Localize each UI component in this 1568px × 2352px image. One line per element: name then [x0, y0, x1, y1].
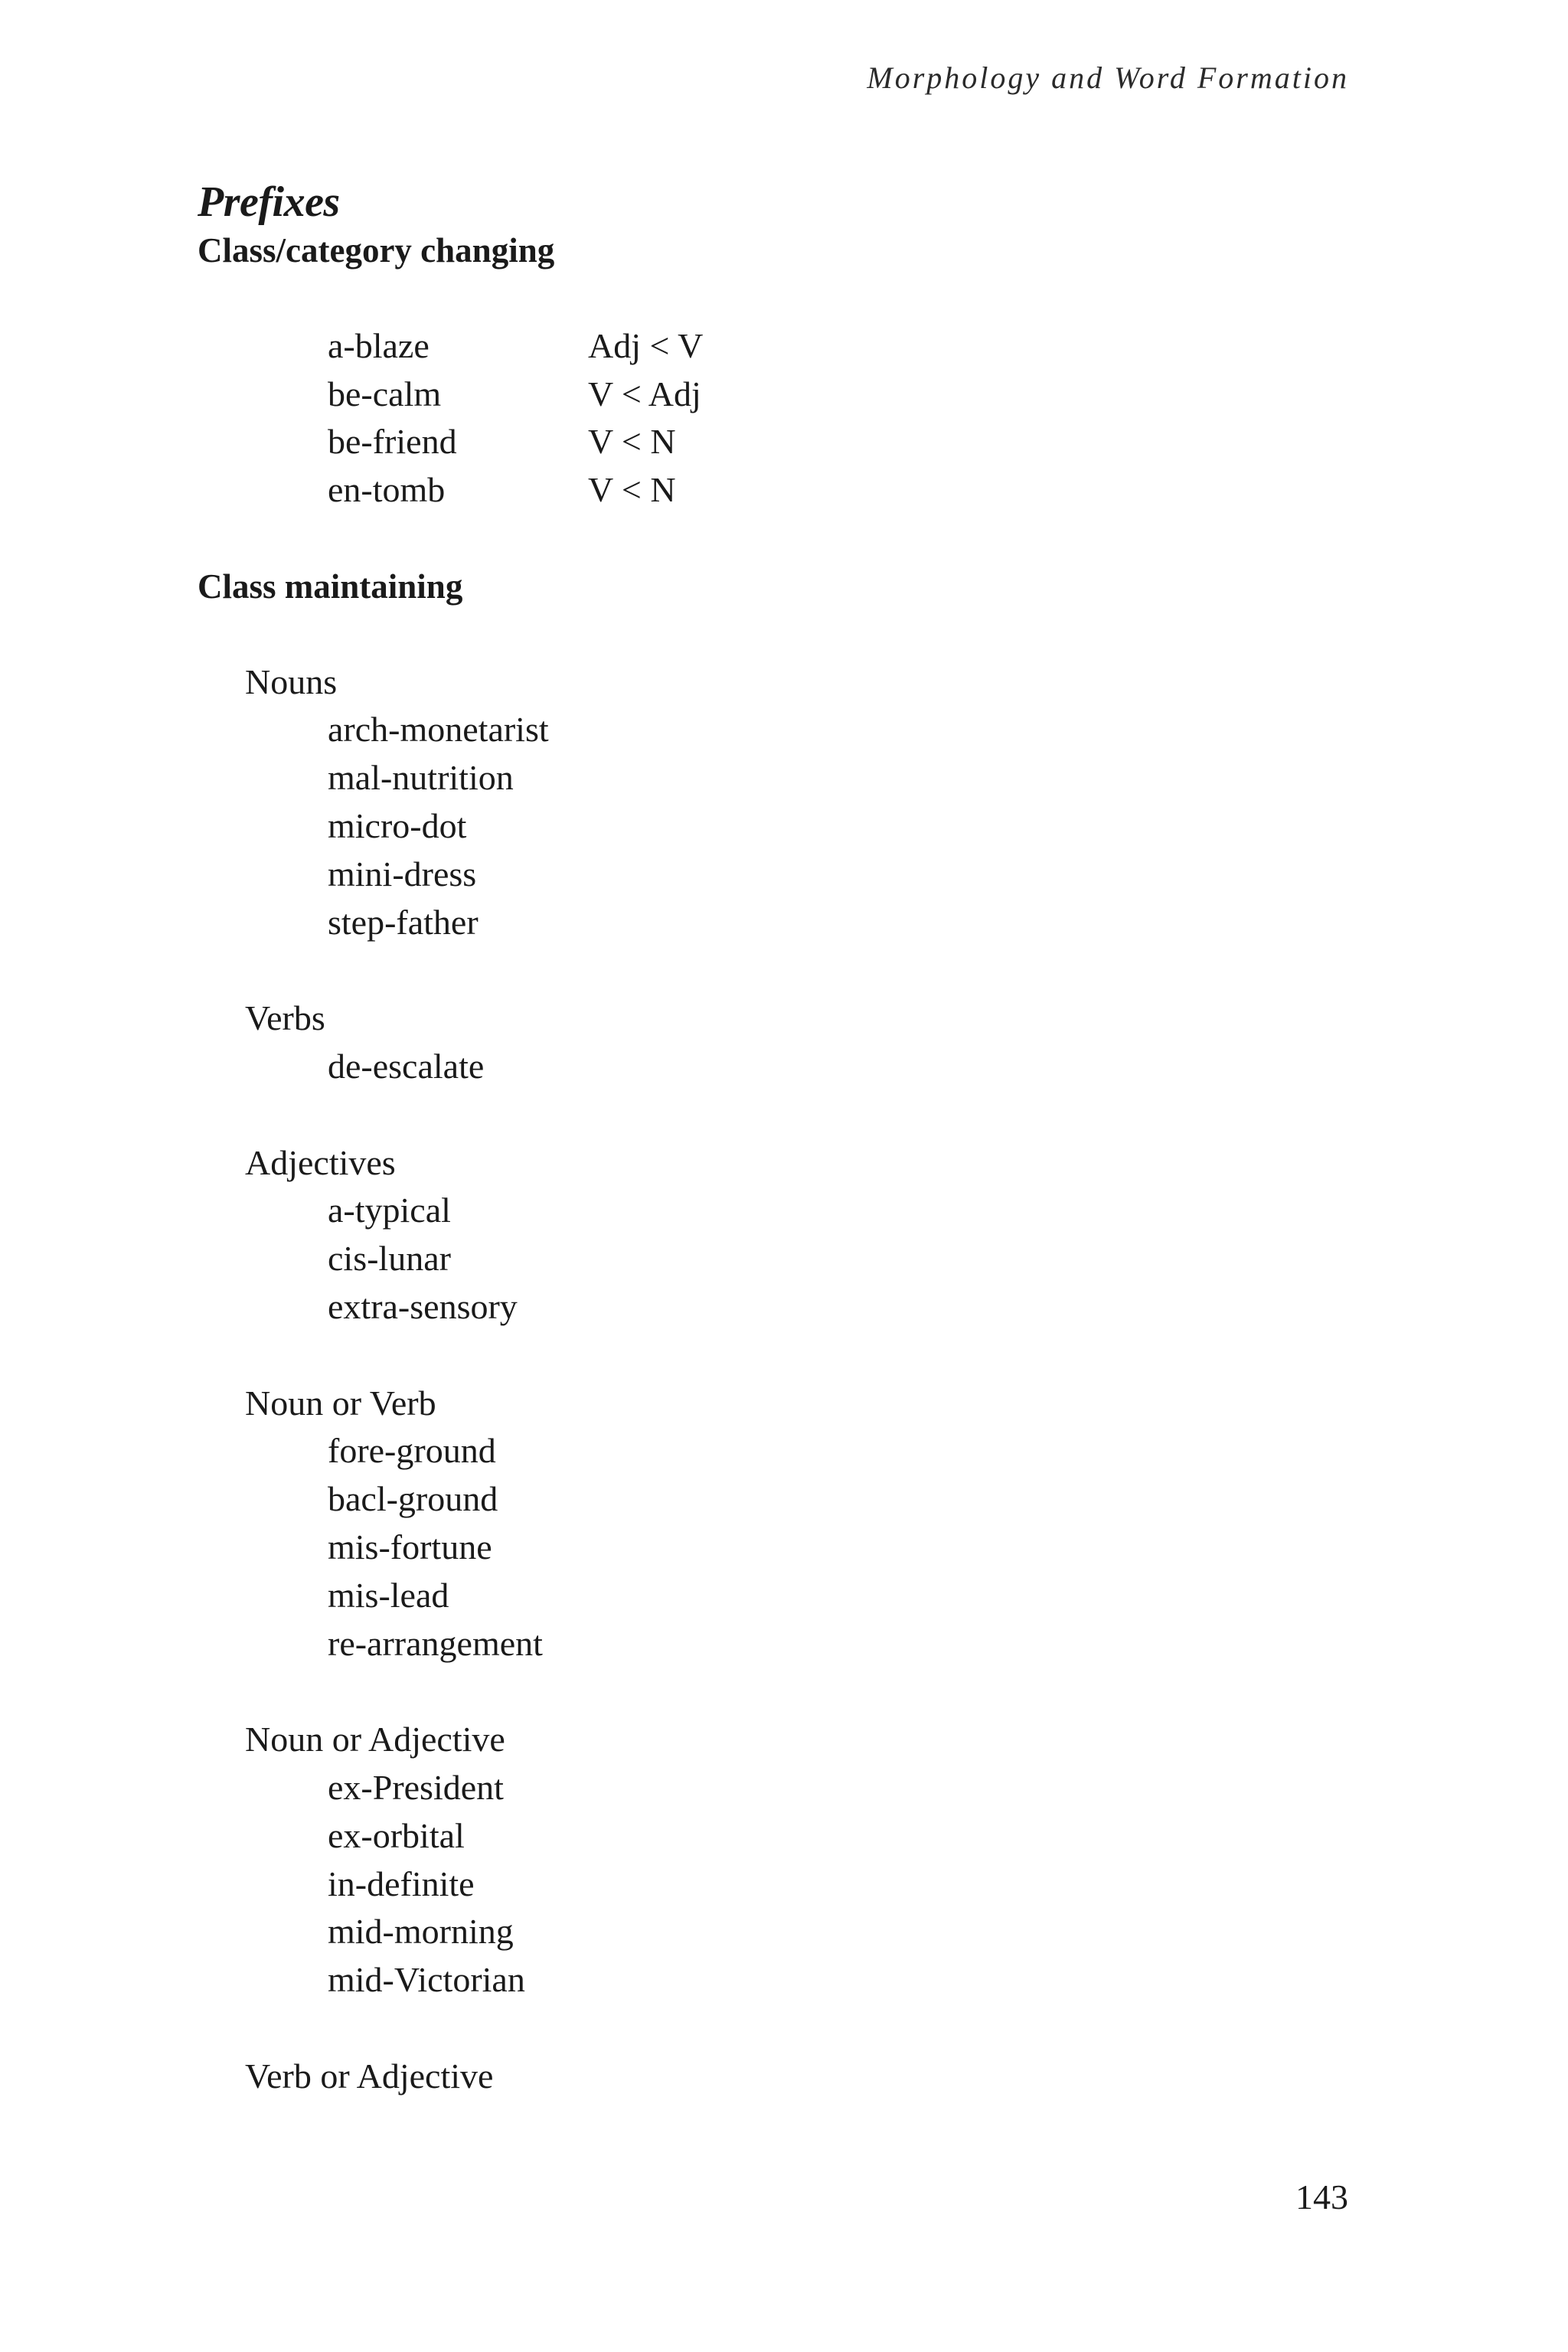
- prefixed-word: be-friend: [328, 422, 457, 462]
- list-item: de-escalate: [328, 1046, 485, 1086]
- category-label: Adjectives: [245, 1142, 396, 1182]
- table-row: [198, 466, 1346, 514]
- table-row: [198, 418, 1346, 466]
- prefixed-word: be-calm: [328, 374, 442, 413]
- list-item: step-father: [328, 902, 479, 942]
- category-label: Nouns: [245, 662, 338, 701]
- prefixed-word: en-tomb: [328, 470, 446, 510]
- list-item: mis-fortune: [328, 1527, 492, 1566]
- category-change-label: V < N: [588, 470, 676, 510]
- class-changing-table: [198, 322, 1346, 514]
- category-label: Noun or Verb: [245, 1383, 436, 1423]
- list-item: a-typical: [328, 1191, 451, 1230]
- table-row: [198, 322, 1346, 371]
- prefixed-word: a-blaze: [328, 325, 430, 365]
- category-change-label: V < Adj: [588, 374, 701, 413]
- list-item: ex-President: [328, 1767, 504, 1807]
- table-row: [198, 371, 1346, 419]
- category-label: Noun or Adjective: [245, 1720, 505, 1759]
- list-item: mis-lead: [328, 1575, 449, 1615]
- list-item: fore-ground: [328, 1431, 496, 1471]
- subsection-title-changing: Class/category changing: [198, 231, 555, 270]
- list-item: mid-Victorian: [328, 1960, 525, 2000]
- list-item: cis-lunar: [328, 1239, 451, 1279]
- page-content: [198, 178, 1346, 2100]
- list-item: mini-dress: [328, 854, 477, 893]
- list-item: mid-morning: [328, 1912, 514, 1952]
- list-item: mal-nutrition: [328, 758, 514, 798]
- page-number: 143: [1295, 2177, 1348, 2216]
- list-item: micro-dot: [328, 805, 467, 845]
- section-title: Prefixes: [198, 178, 340, 226]
- list-item: in-definite: [328, 1864, 475, 1903]
- category-change-label: V < N: [588, 422, 676, 462]
- category-change-label: Adj < V: [588, 325, 704, 365]
- list-item: extra-sensory: [328, 1286, 518, 1326]
- list-item: arch-monetarist: [328, 710, 549, 750]
- running-head: Morphology and Word Formation: [867, 60, 1349, 95]
- category-label: Verbs: [245, 998, 325, 1038]
- category-label: Verb or Adjective: [245, 2056, 494, 2096]
- list-item: re-arrangement: [328, 1623, 543, 1663]
- subsection-title-maintaining: Class maintaining: [198, 567, 463, 606]
- list-item: bacl-ground: [328, 1479, 498, 1519]
- list-item: ex-orbital: [328, 1815, 465, 1855]
